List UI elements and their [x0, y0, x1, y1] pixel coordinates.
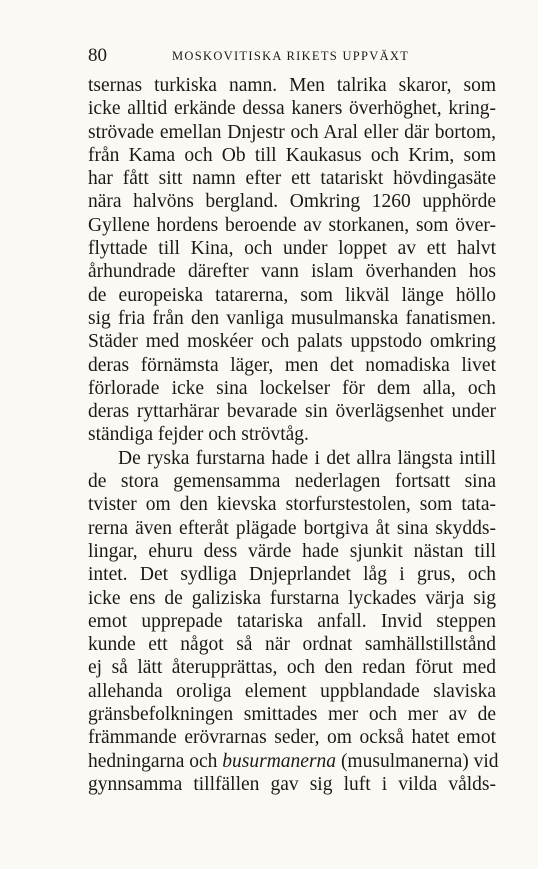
text-line: tvister om den kievska storfurstestolen, som tata-	[88, 494, 496, 516]
text-line: ständiga fejder och strövtåg.	[88, 424, 309, 446]
line-text-after-italic: (musulmanerna) vid	[336, 750, 499, 772]
text-line: intet. Det sydliga Dnjeprlandet låg i grus, och	[88, 564, 496, 586]
text-line: strövade emellan Dnjestr och Aral eller där bortom,	[88, 121, 496, 143]
text-line: deras ryttarhärar bevarade sin överlägsenhet under	[88, 401, 496, 423]
text-line: nära halvöns bergland. Omkring 1260 upphörde	[88, 191, 496, 213]
text-line: århundrade därefter vann islam överhanden hos	[88, 261, 496, 283]
text-line-with-italic	[88, 750, 499, 773]
page-number: 80	[88, 45, 107, 66]
italic-term: busurmanerna	[222, 750, 337, 772]
text-line: har fått sitt namn efter ett tatariskt hövdingasäte	[88, 168, 496, 190]
text-line: förlorade icke sina lockelser för dem alla, och	[88, 377, 496, 399]
book-page	[88, 44, 499, 796]
text-line: Städer med moskéer och palats uppstodo omkring	[88, 331, 496, 353]
text-line: De ryska furstarna hade i det allra längsta intill	[118, 447, 496, 469]
text-line: kunde ett något så när ordnat samhällstillstånd	[88, 634, 496, 656]
paragraph-2	[88, 447, 499, 796]
text-line: främmande erövrarnas seder, om också hatet emot	[88, 727, 496, 749]
running-head	[88, 44, 496, 68]
text-line: sig fria från den vanliga musulmanska fanatismen.	[88, 307, 496, 329]
text-line: flyttade till Kina, och under loppet av ett halvt	[88, 238, 496, 260]
text-line: ej så lätt återupprättas, och den redan förut med	[88, 657, 496, 679]
text-line: gynnsamma tillfällen gav sig luft i vilda vålds-	[88, 773, 496, 795]
text-line: emot upprepade tatariska anfall. Invid steppen	[88, 610, 496, 632]
text-line: gränsbefolkningen smittades mer och mer av de	[88, 704, 496, 726]
text-line: lingar, ehuru dess värde hade sjunkit nästan till	[88, 540, 496, 562]
text-line: de europeiska tatarerna, som likväl länge höllo	[88, 284, 496, 306]
running-title: MOSKOVITISKA RIKETS UPPVÄXT	[172, 49, 410, 63]
text-line: icke ens de galiziska furstarna lyckades värja sig	[88, 587, 496, 609]
line-text-before-italic: hedningarna och	[88, 750, 223, 772]
text-line: tsernas turkiska namn. Men talrika skaror, som	[88, 75, 496, 96]
text-line: Gyllene hordens beroende av storkanen, som över-	[88, 214, 496, 236]
paragraph-1	[88, 74, 496, 447]
text-line: rerna även efteråt plägade bortgiva åt sina skydds-	[88, 517, 496, 539]
text-line: från Kama och Ob till Kaukasus och Krim, som	[88, 144, 496, 166]
text-line: icke alltid erkände dessa kaners överhöghet, kring-	[88, 98, 496, 120]
text-line: allehanda oroliga element uppblandade slaviska	[88, 680, 496, 702]
text-line: de stora gemensamma nederlagen fortsatt sina	[88, 471, 496, 493]
text-line: deras förnämsta läger, men det nomadiska livet	[88, 354, 496, 376]
